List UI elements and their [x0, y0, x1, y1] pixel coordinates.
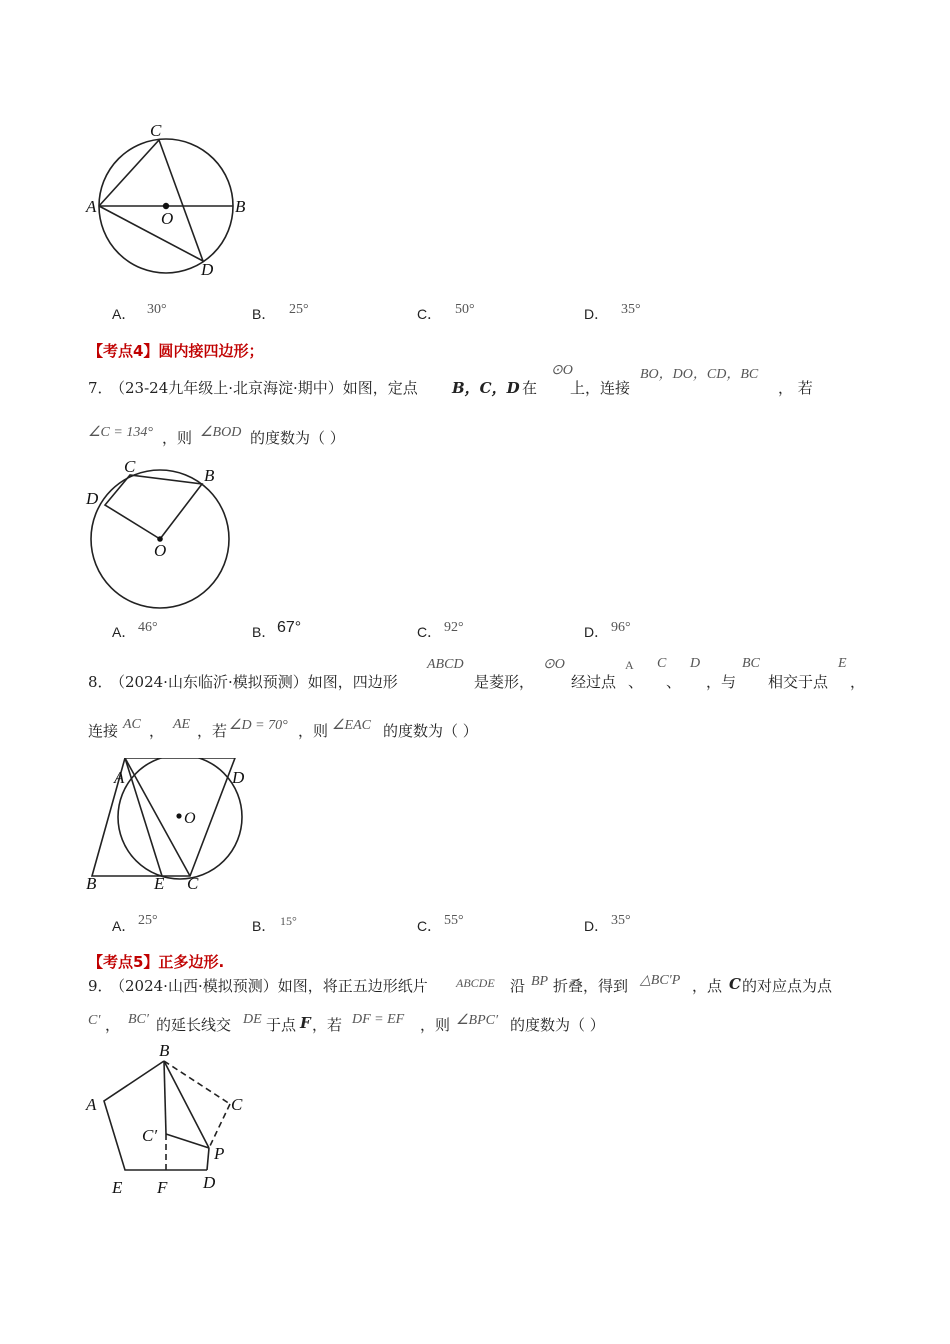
label-O: O — [154, 541, 167, 560]
q8-quad: ABCD — [427, 657, 464, 672]
label-B: B — [86, 874, 97, 893]
q8-seg1: AC — [123, 717, 141, 732]
q9-point-f: F — [300, 1014, 311, 1032]
q9-target: ∠BPC′ — [456, 1013, 499, 1028]
q8-comma: ， — [149, 722, 165, 740]
q9-point-c: C — [729, 975, 741, 993]
q9-triangle: △BC′P — [640, 973, 681, 988]
q8-option-a-value: 25° — [138, 913, 158, 928]
q7-then: ，则 — [162, 429, 193, 447]
label-B: B — [235, 197, 246, 216]
q8-sep2: 、 — [666, 673, 682, 691]
q9-along: 沿 — [510, 977, 526, 995]
q7-source: （23-24九年级上·北京海淀·期中）如图，定点 — [110, 379, 418, 397]
figure-q6-circle — [80, 118, 260, 288]
q7-option-a-letter[interactable]: A． — [112, 624, 136, 640]
q8-point-c: C — [657, 656, 667, 671]
q8-tail: ， — [850, 673, 866, 691]
q7-ask: 的度数为（ ） — [250, 429, 345, 447]
q6-option-c-letter[interactable]: C． — [417, 306, 442, 322]
q8-condition: ∠D = 70° — [229, 718, 288, 733]
q7-circle: ⊙O — [551, 363, 573, 378]
label-F: F — [157, 1178, 168, 1197]
label-C: C — [187, 874, 199, 893]
q8-option-d-letter[interactable]: D． — [584, 918, 609, 934]
label-D: D — [203, 1173, 216, 1192]
q7-segments: BO，DO，CD，BC — [640, 367, 759, 382]
label-B: B — [204, 466, 215, 485]
q8-number: 8． — [88, 673, 113, 691]
q7-option-b-value: 67° — [277, 619, 302, 636]
q8-sep1: 、 — [628, 673, 644, 691]
label-D: D — [201, 260, 214, 279]
q7-points: B，C，D — [452, 379, 520, 397]
q7-on-connect: 上，连接 — [570, 379, 631, 397]
q9-source: （2024·山西·模拟预测）如图，将正五边形纸片 — [110, 977, 428, 995]
label-D: D — [232, 768, 245, 787]
q9-poly: ABCDE — [456, 976, 495, 990]
q7-if: ， 若 — [778, 379, 813, 397]
q8-option-d-value: 35° — [611, 913, 631, 928]
label-O: O — [184, 810, 196, 827]
q8-option-a-letter[interactable]: A． — [112, 918, 136, 934]
label-D: D — [86, 489, 99, 508]
q6-option-b-value: 25° — [289, 302, 309, 317]
figure-q9-pentagon — [80, 1038, 280, 1203]
q9-de: DE — [243, 1012, 262, 1027]
label-A: A — [114, 768, 125, 787]
q7-option-c-letter[interactable]: C． — [417, 624, 442, 640]
label-C: C — [231, 1095, 243, 1114]
q9-c-prime: C′ — [88, 1013, 101, 1028]
q8-passes: 经过点 — [571, 673, 617, 691]
q9-if: ，若 — [312, 1016, 343, 1034]
q8-side: BC — [742, 656, 760, 671]
q8-then: ，则 — [298, 722, 329, 740]
label-C: C — [150, 121, 162, 140]
q8-source: （2024·山东临沂·模拟预测）如图，四边形 — [110, 673, 398, 691]
q9-extension: 的延长线交 — [156, 1016, 232, 1034]
label-C-prime: C′ — [142, 1126, 158, 1145]
q7-option-d-letter[interactable]: D． — [584, 624, 609, 640]
label-B: B — [159, 1041, 170, 1060]
q8-point-a: A — [625, 658, 634, 672]
q7-target: ∠BOD — [200, 425, 242, 440]
q8-option-b-letter[interactable]: B． — [252, 918, 276, 934]
q7-option-b-letter[interactable]: B． — [252, 624, 276, 640]
q8-meets: 相交于点 — [768, 673, 829, 691]
q8-with: ，与 — [706, 673, 737, 691]
figure-q7-circle — [80, 455, 250, 615]
q7-option-a-value: 46° — [138, 620, 158, 635]
q7-number: 7． — [88, 379, 113, 397]
q7-in: 在 — [522, 379, 538, 397]
q8-connect: 连接 — [88, 722, 119, 740]
section-header-5: 【考点5】正多边形. — [88, 953, 225, 971]
q8-if: ，若 — [197, 722, 228, 740]
q9-corr2: 的对应点为点 — [742, 977, 833, 995]
q8-option-c-letter[interactable]: C． — [417, 918, 442, 934]
label-P: P — [214, 1144, 225, 1163]
q8-point-d: D — [690, 656, 701, 671]
q6-option-c-value: 50° — [455, 302, 475, 317]
q9-at: 于点 — [266, 1016, 297, 1034]
q8-circle: ⊙O — [543, 657, 565, 672]
q7-option-c-value: 92° — [444, 620, 464, 635]
figure-q8-rhombus-circle — [80, 758, 270, 898]
q9-ask: 的度数为（ ） — [510, 1016, 605, 1034]
q7-condition: ∠C = 134° — [88, 425, 153, 440]
q9-corr: ，点 — [692, 977, 723, 995]
q8-seg2: AE — [173, 717, 191, 732]
q9-condition: DF = EF — [352, 1012, 405, 1027]
q6-option-d-letter[interactable]: D． — [584, 306, 609, 322]
q6-option-a-value: 30° — [147, 302, 167, 317]
label-E: E — [112, 1178, 123, 1197]
q6-option-d-value: 35° — [621, 302, 641, 317]
q9-bc-prime: BC′ — [128, 1012, 149, 1027]
section-header-4: 【考点4】圆内接四边形； — [88, 342, 264, 360]
q8-is-rhombus: 是菱形， — [474, 673, 535, 691]
label-A: A — [86, 197, 97, 216]
label-E: E — [154, 874, 165, 893]
q7-option-d-value: 96° — [611, 620, 631, 635]
label-C: C — [124, 457, 136, 476]
q6-option-b-letter[interactable]: B． — [252, 306, 276, 322]
label-A: A — [86, 1095, 97, 1114]
q9-number: 9． — [88, 977, 113, 995]
q9-fold: BP — [531, 974, 549, 989]
q9-comma: ， — [105, 1016, 121, 1034]
q8-option-b-value: 15° — [280, 914, 297, 928]
label-O: O — [161, 209, 174, 228]
q9-fold-get: 折叠，得到 — [553, 977, 629, 995]
q9-then: ，则 — [420, 1016, 451, 1034]
q8-ask: 的度数为（ ） — [383, 722, 478, 740]
q6-option-a-letter[interactable]: A． — [112, 306, 136, 322]
q8-option-c-value: 55° — [444, 913, 464, 928]
q8-target: ∠EAC — [332, 718, 371, 733]
q8-point-e: E — [838, 656, 847, 671]
